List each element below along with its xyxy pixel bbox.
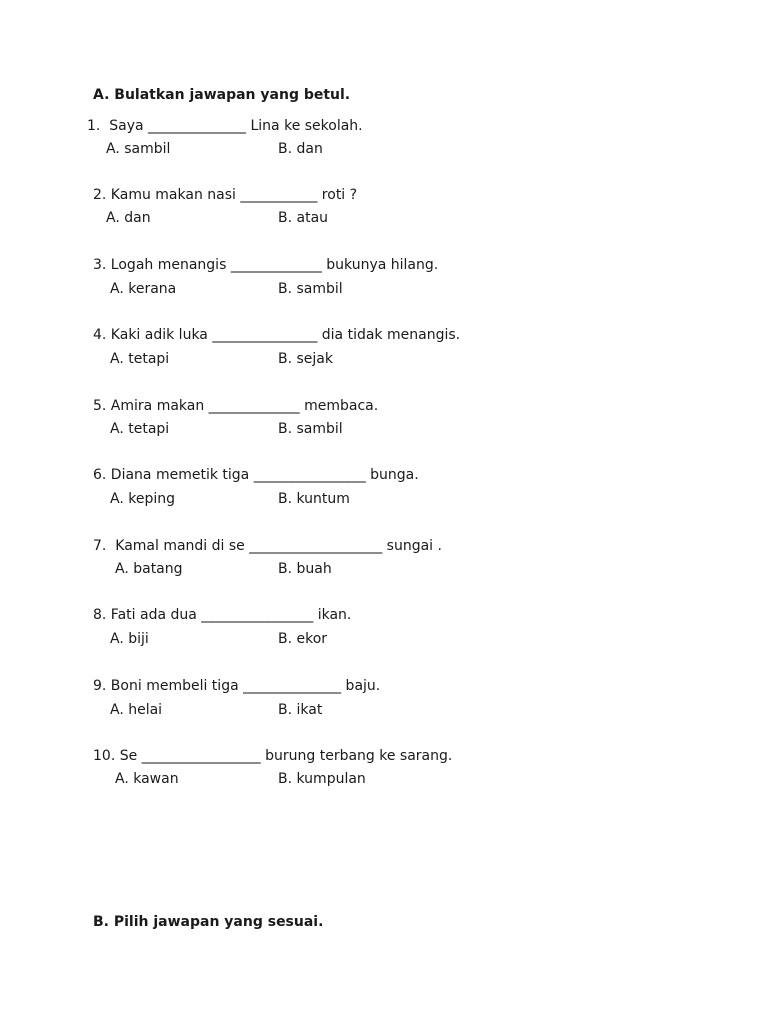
question-4: 4. Kaki adik luka _______________ dia tidak menangis. [93,327,461,343]
section-b-heading: B. Pilih jawapan yang sesuai. [93,914,324,930]
question-7-option-b[interactable]: B. buah [278,561,332,577]
question-1-option-a[interactable]: A. sambil [106,141,171,157]
question-5-option-b[interactable]: B. sambil [278,421,343,437]
question-2-option-b[interactable]: B. atau [278,210,329,226]
question-1: 1. Saya ______________ Lina ke sekolah. [87,118,363,134]
question-5: 5. Amira makan _____________ membaca. [93,398,379,414]
question-10-option-a[interactable]: A. kawan [115,771,179,787]
question-10-option-b[interactable]: B. kumpulan [278,771,366,787]
question-4-option-a[interactable]: A. tetapi [110,351,170,367]
question-2: 2. Kamu makan nasi ___________ roti ? [93,187,358,203]
question-6-option-b[interactable]: B. kuntum [278,491,350,507]
question-9: 9. Boni membeli tiga ______________ baju. [93,678,381,694]
question-6: 6. Diana memetik tiga ________________ bunga. [93,467,419,483]
question-5-option-a[interactable]: A. tetapi [110,421,170,437]
question-8-option-a[interactable]: A. biji [110,631,149,647]
question-10: 10. Se _________________ burung terbang ke sarang. [93,748,453,764]
question-9-option-b[interactable]: B. ikat [278,702,323,718]
question-3-option-a[interactable]: A. kerana [110,281,177,297]
question-7: 7. Kamal mandi di se ___________________ sungai . [93,538,442,554]
question-4-option-b[interactable]: B. sejak [278,351,333,367]
section-a-heading: A. Bulatkan jawapan yang betul. [93,87,351,103]
question-2-option-a[interactable]: A. dan [106,210,151,226]
question-6-option-a[interactable]: A. keping [110,491,175,507]
question-9-option-a[interactable]: A. helai [110,702,163,718]
question-3-option-b[interactable]: B. sambil [278,281,343,297]
question-8-option-b[interactable]: B. ekor [278,631,328,647]
question-1-option-b[interactable]: B. dan [278,141,323,157]
question-3: 3. Logah menangis _____________ bukunya hilang. [93,257,439,273]
question-8: 8. Fati ada dua ________________ ikan. [93,607,352,623]
question-7-option-a[interactable]: A. batang [115,561,183,577]
